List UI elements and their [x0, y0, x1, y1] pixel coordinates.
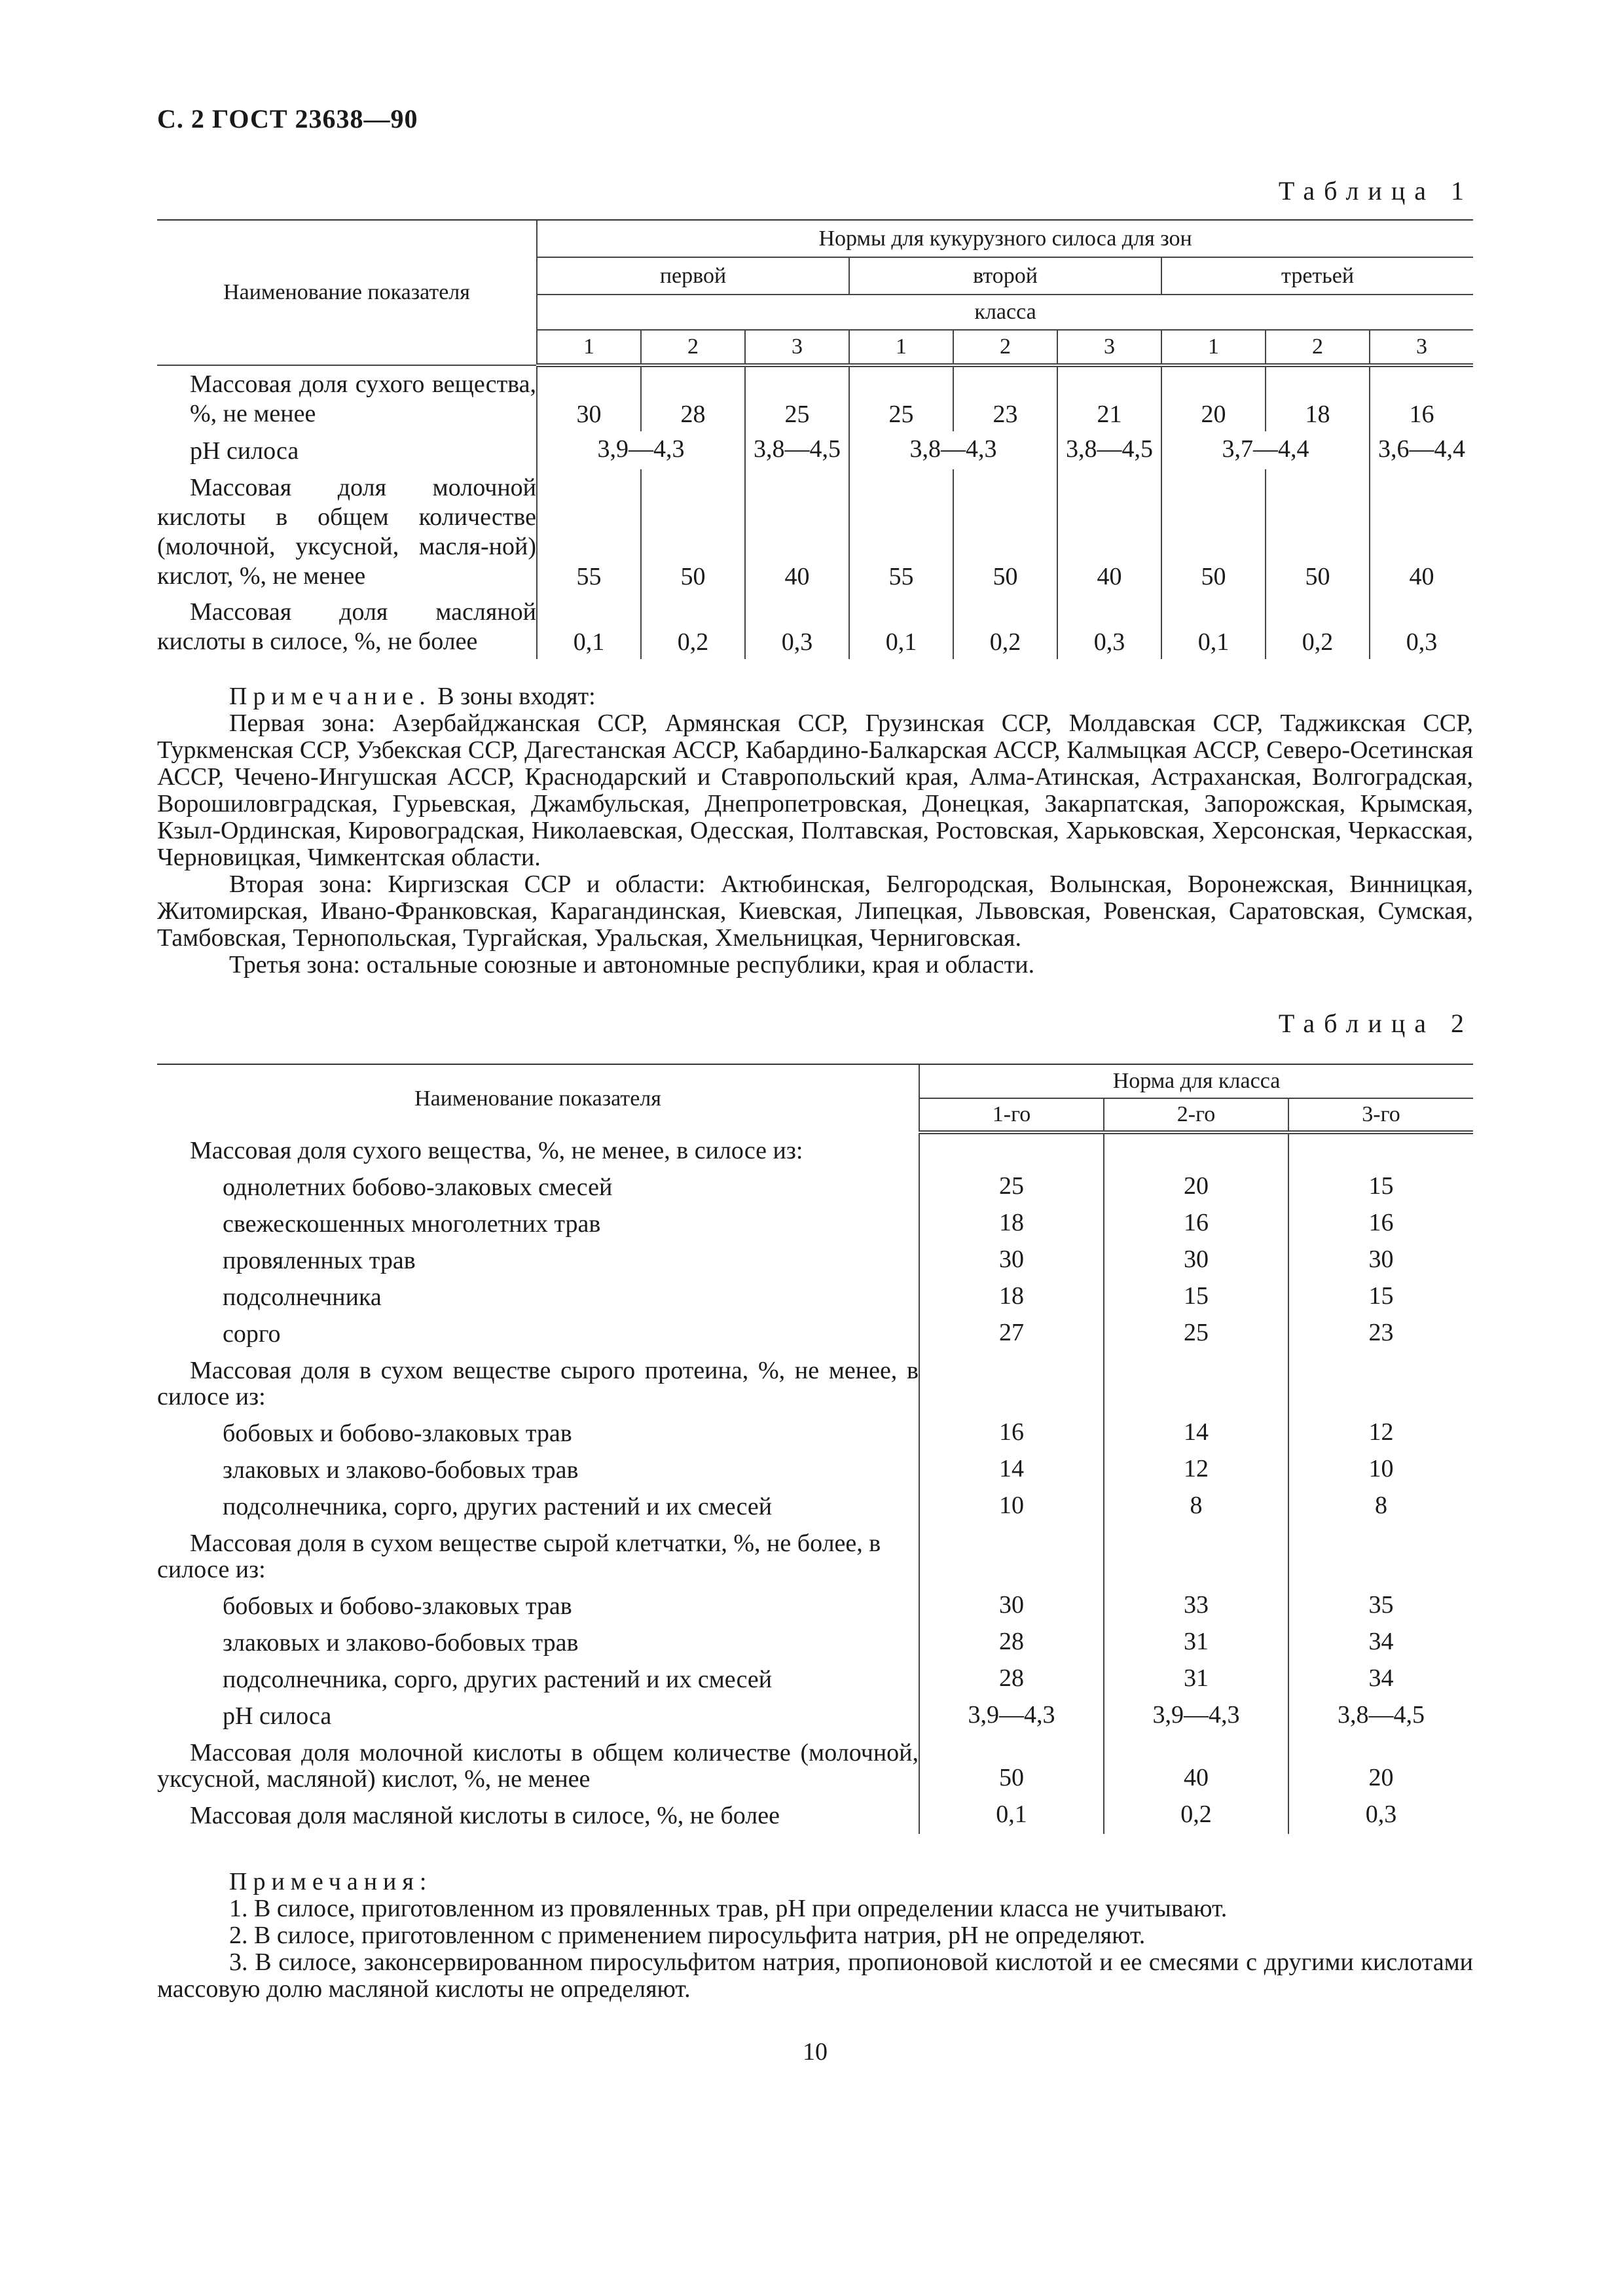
t2-row: [157, 1132, 1473, 1169]
page-number: 10: [803, 2038, 828, 2066]
t2-cell: 35: [1288, 1588, 1473, 1624]
t1-cell: 40: [745, 469, 849, 594]
note1-intro: В зоны входят:: [437, 683, 596, 710]
t2-row: [157, 1624, 1473, 1661]
t1-cell: 3,9—4,3: [537, 431, 745, 469]
t1-cell: 0,3: [1057, 594, 1161, 659]
t1-cell: 0,2: [1266, 594, 1370, 659]
t2-row: [157, 1698, 1473, 1734]
t2-cell: 16: [919, 1415, 1104, 1452]
t2-cell: 20: [1104, 1169, 1288, 1206]
t1-cell: 0,1: [849, 594, 953, 659]
t2-row: [157, 1415, 1473, 1452]
t2-row-name: подсолнечника, сорго, других растений и их смесей: [223, 1666, 773, 1693]
t2-cell: 31: [1104, 1624, 1288, 1661]
t1-row-name: Массовая доля сухого вещества, %, не менее: [190, 370, 536, 427]
t2-cell: [1288, 1525, 1473, 1588]
t2-cell: 3,8—4,5: [1288, 1698, 1473, 1734]
note-2: [157, 1869, 1473, 2003]
t2-cell: 0,1: [919, 1797, 1104, 1834]
t1-row-dry-matter: [157, 365, 1473, 431]
t2-cell: 3,9—4,3: [919, 1698, 1104, 1734]
t1-class: 1: [849, 330, 953, 365]
t2-cell: 30: [1104, 1242, 1288, 1279]
t2-row-name: сорго: [223, 1320, 281, 1348]
t2-header-name: Наименование показателя: [157, 1064, 919, 1132]
note1-zone1: Первая зона: Азербайджанская ССР, Армянская ССР, Грузинская ССР, Молдавская ССР, Таджикская ССР, Туркменская ССР, Узбекская ССР, Дагестанская АССР, Кабардино-Балкарская АССР, Калмыцкая АССР, Северо-Осетинская АССР, Чечено-Ингушская АССР, Краснодарский и Ставропольский края, Алма-Атинская, Астраханская, Волгоградская, Ворошиловградская, Гурьевская, Джамбульская, Днепропетровская, Донецкая, Закарпатская, Запорожская, Крымская, Кзыл-Ординская, Кировоградская, Николаевская, Одесская, Полтавская, Ростовская, Харьковская, Херсонская, Черкасская, Черновицкая, Чимкентская области.: [157, 709, 1473, 871]
t2-row-name: Массовая доля в сухом веществе сырого протеина, %, не менее, в силосе из:: [157, 1357, 919, 1410]
t2-row: [157, 1661, 1473, 1698]
t2-class: 3-го: [1288, 1098, 1473, 1132]
t2-cell: 28: [919, 1661, 1104, 1698]
t2-cell: 14: [919, 1452, 1104, 1488]
t2-row-name: свежескошенных многолетних трав: [223, 1210, 601, 1238]
t2-cell: 12: [1288, 1415, 1473, 1452]
t1-cell: 3,6—4,4: [1370, 431, 1473, 469]
t1-cell: 0,2: [953, 594, 1057, 659]
t2-row: [157, 1279, 1473, 1316]
t1-class: 1: [537, 330, 641, 365]
table-1: [157, 219, 1473, 659]
t1-row-ph: [157, 431, 1473, 469]
t1-cell: 50: [1266, 469, 1370, 594]
t2-row-name: бобовых и бобово-злаковых трав: [223, 1420, 572, 1447]
t2-cell: 25: [919, 1169, 1104, 1206]
t2-cell: 33: [1104, 1588, 1288, 1624]
t2-cell: [1104, 1525, 1288, 1588]
t1-class: 3: [1370, 330, 1473, 365]
t2-row-name: подсолнечника: [223, 1283, 382, 1311]
t2-cell: [919, 1352, 1104, 1415]
t2-row: [157, 1797, 1473, 1834]
t1-zone-2: второй: [849, 257, 1161, 295]
t2-cell: [1288, 1132, 1473, 1169]
table2-caption: Таблица 2: [1278, 1009, 1473, 1038]
note1-label: Примечание.: [229, 683, 431, 710]
t2-cell: 30: [1288, 1242, 1473, 1279]
t2-row: [157, 1588, 1473, 1624]
t2-cell: 18: [919, 1279, 1104, 1316]
t2-cell: [919, 1132, 1104, 1169]
t2-row: [157, 1488, 1473, 1525]
t1-cell: 3,8—4,5: [745, 431, 849, 469]
t1-class: 3: [745, 330, 849, 365]
t2-cell: 23: [1288, 1316, 1473, 1352]
note2-item: 3. В силосе, законсервированном пиросульфитом натрия, пропионовой кислотой и ее смесями с другими кислотами массовую долю масляной кислоты не определяют.: [157, 1948, 1473, 2003]
t2-cell: [1104, 1352, 1288, 1415]
t1-row-butyric: [157, 594, 1473, 659]
note1-zone3: Третья зона: остальные союзные и автономные республики, края и области.: [229, 951, 1035, 978]
t1-cell: 21: [1057, 365, 1161, 431]
t1-cell: 0,1: [1161, 594, 1266, 659]
t1-cell: 40: [1057, 469, 1161, 594]
note2-item: 2. В силосе, приготовленном с применением пиросульфита натрия, рН не определяют.: [229, 1922, 1146, 1949]
t2-cell: 8: [1104, 1488, 1288, 1525]
t1-class: 1: [1161, 330, 1266, 365]
t2-row-name: бобовых и бобово-злаковых трав: [223, 1592, 572, 1620]
t1-cell: 20: [1161, 365, 1266, 431]
t2-cell: 16: [1288, 1206, 1473, 1242]
t2-cell: 15: [1288, 1279, 1473, 1316]
t2-cell: 27: [919, 1316, 1104, 1352]
t1-cell: 23: [953, 365, 1057, 431]
t1-class: 2: [953, 330, 1057, 365]
t2-row-name: злаковых и злаково-бобовых трав: [223, 1456, 579, 1484]
t2-cell: 50: [919, 1734, 1104, 1797]
table-2: [157, 1064, 1473, 1834]
t2-cell: 25: [1104, 1316, 1288, 1352]
t1-cell: 3,8—4,5: [1057, 431, 1161, 469]
t1-cell: 25: [745, 365, 849, 431]
note-1: [157, 683, 1473, 978]
t2-cell: 18: [919, 1206, 1104, 1242]
table1-caption: Таблица 1: [1278, 176, 1473, 206]
t2-cell: 16: [1104, 1206, 1288, 1242]
t1-cell: 0,2: [641, 594, 745, 659]
t2-cell: 15: [1104, 1279, 1288, 1316]
t2-row-name: Массовая доля масляной кислоты в силосе, %, не более: [190, 1802, 780, 1829]
t2-row-name: Массовая доля сухого вещества, %, не менее, в силосе из:: [190, 1137, 803, 1164]
t2-row-name: злаковых и злаково-бобовых трав: [223, 1629, 579, 1657]
t1-class: 3: [1057, 330, 1161, 365]
t1-cell: 0,3: [745, 594, 849, 659]
t1-cell: 30: [537, 365, 641, 431]
t2-cell: 0,2: [1104, 1797, 1288, 1834]
t1-row-name: Массовая доля масляной кислоты в силосе, %, не более: [157, 598, 536, 655]
t1-cell: 50: [953, 469, 1057, 594]
t1-cell: 3,8—4,3: [849, 431, 1057, 469]
t2-cell: 3,9—4,3: [1104, 1698, 1288, 1734]
t2-row: [157, 1169, 1473, 1206]
t1-row-name: Массовая доля молочной кислоты в общем количестве (молочной, уксусной, масля-ной) кислот, %, не менее: [157, 474, 536, 590]
t1-cell: 50: [641, 469, 745, 594]
t2-cell: [1104, 1132, 1288, 1169]
t1-cell: 0,1: [537, 594, 641, 659]
t1-row-lactic: [157, 469, 1473, 594]
t1-cell: 25: [849, 365, 953, 431]
t2-row: [157, 1452, 1473, 1488]
t1-zone-1: первой: [537, 257, 849, 295]
t1-cell: 16: [1370, 365, 1473, 431]
t2-cell: 30: [919, 1242, 1104, 1279]
t1-row-name: рН силоса: [190, 437, 299, 465]
t1-cell: 55: [849, 469, 953, 594]
t2-row-name: подсолнечника, сорго, других растений и их смесей: [223, 1493, 773, 1520]
t2-cell: 12: [1104, 1452, 1288, 1488]
t2-cell: 20: [1288, 1734, 1473, 1797]
t2-row-name: однолетних бобово-злаковых смесей: [223, 1174, 613, 1201]
t1-class-label: класса: [537, 295, 1473, 330]
t2-header-norm: Норма для класса: [919, 1064, 1473, 1098]
t2-cell: 31: [1104, 1661, 1288, 1698]
note1-zone2: Вторая зона: Киргизская ССР и области: Актюбинская, Белгородская, Волынская, Воронежская, Винницкая, Житомирская, Ивано-Франковская, Карагандинская, Киевская, Липецкая, Львовская, Ровенская, Саратовская, Сумская, Тамбовская, Тернопольская, Тургайская, Уральская, Хмельницкая, Черниговская.: [157, 870, 1473, 952]
note2-item: 1. В силосе, приготовленном из провяленных трав, рН при определении класса не учитывают.: [229, 1895, 1228, 1922]
t2-row: [157, 1352, 1473, 1415]
t2-cell: 14: [1104, 1415, 1288, 1452]
t2-cell: 28: [919, 1624, 1104, 1661]
t2-cell: 10: [919, 1488, 1104, 1525]
t2-cell: [919, 1525, 1104, 1588]
t1-header-name: Наименование показателя: [157, 220, 537, 365]
t1-cell: 40: [1370, 469, 1473, 594]
t2-row-name: провяленных трав: [223, 1247, 416, 1274]
t2-class: 2-го: [1104, 1098, 1288, 1132]
document-header: С. 2 ГОСТ 23638—90: [157, 104, 418, 134]
t2-row-name: Массовая доля в сухом веществе сырой клетчатки, %, не более, в силосе из:: [157, 1530, 881, 1583]
t2-cell: 8: [1288, 1488, 1473, 1525]
t2-cell: 15: [1288, 1169, 1473, 1206]
t1-class: 2: [641, 330, 745, 365]
t2-row: [157, 1316, 1473, 1352]
t2-cell: 30: [919, 1588, 1104, 1624]
t2-cell: 34: [1288, 1624, 1473, 1661]
t1-zone-3: третьей: [1161, 257, 1473, 295]
t1-cell: 50: [1161, 469, 1266, 594]
t2-row: [157, 1206, 1473, 1242]
t1-class: 2: [1266, 330, 1370, 365]
t2-class: 1-го: [919, 1098, 1104, 1132]
t1-header-norms: Нормы для кукурузного силоса для зон: [537, 220, 1473, 257]
t2-row-name: рН силоса: [223, 1702, 332, 1730]
t1-cell: 28: [641, 365, 745, 431]
t1-cell: 18: [1266, 365, 1370, 431]
t2-cell: 34: [1288, 1661, 1473, 1698]
t1-cell: 0,3: [1370, 594, 1473, 659]
note2-label: Примечания:: [229, 1868, 433, 1895]
t2-row: [157, 1242, 1473, 1279]
t2-row-name: Массовая доля молочной кислоты в общем количестве (молочной, уксусной, масляной) кислот, %, не менее: [157, 1739, 919, 1793]
t1-cell: 3,7—4,4: [1161, 431, 1370, 469]
t2-cell: [1288, 1352, 1473, 1415]
t1-cell: 55: [537, 469, 641, 594]
t2-cell: 10: [1288, 1452, 1473, 1488]
t2-row: [157, 1734, 1473, 1797]
t2-cell: 40: [1104, 1734, 1288, 1797]
t2-row: [157, 1525, 1473, 1588]
t2-cell: 0,3: [1288, 1797, 1473, 1834]
